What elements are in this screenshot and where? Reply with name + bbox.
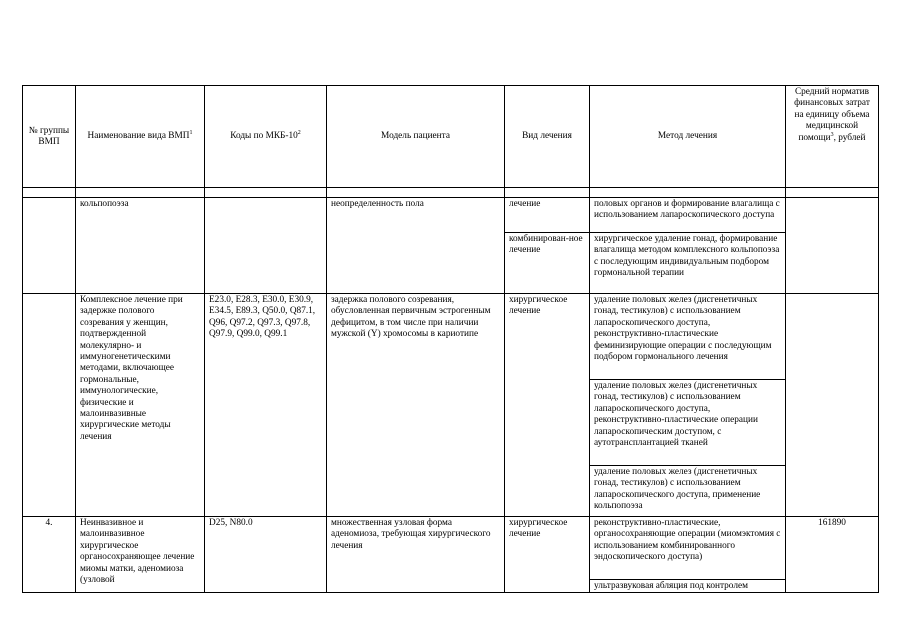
table-row	[23, 294, 879, 380]
header-row	[23, 86, 879, 188]
cell-treatment-type: комбинирован-ное лечение	[505, 233, 590, 294]
cell-treatment-method: ультразвуковая абляция под контролем	[590, 580, 786, 593]
table-row	[23, 198, 879, 233]
cell-patient-model: неопределенность пола	[327, 198, 505, 294]
cell-treatment-method: реконструктивно-пластические, органосохраняющие операции (миомэктомия с использованием комбинированного эндоскопического доступа)	[590, 517, 786, 580]
cell-treatment-method: хирургическое удаление гонад, формирование влагалища методом комплексного кольпопоэза с последующим индивидуальным подбором гормональной терапии	[590, 233, 786, 294]
cell-cost	[786, 198, 879, 294]
cell-cost: 161890	[786, 517, 879, 593]
header-icd-codes: Коды по МКБ-$10^2$	[205, 86, 327, 188]
cell-group-number	[23, 294, 76, 517]
cell-treatment-type: хирургическое лечение	[505, 517, 590, 593]
spacer-row	[23, 188, 879, 198]
cell-patient-model: задержка полового созревания, обусловленная первичным эстрогенным дефицитом, в том числе при наличии мужской (Y) хромосомы в кариотипе	[327, 294, 505, 517]
table-row	[23, 517, 879, 580]
header-treatment-method: Метод лечения	[590, 86, 786, 188]
cell-cost	[786, 294, 879, 517]
vmp-table	[22, 85, 879, 593]
cell-treatment-method: удаление половых желез (дисгенетичных гонад, тестикулов) с использованием лапароскопического доступа, реконструктивно-пластические феминизирующие операции с последующим подбором гормонального лечения	[590, 294, 786, 380]
cell-treatment-method: половых органов и формирование влагалища с использованием лапароскопического доступа	[590, 198, 786, 233]
header-group-number: № группы ВМП	[23, 86, 76, 188]
cell-icd-codes: D25, N80.0	[205, 517, 327, 593]
cell-treatment-type: хирургическое лечение	[505, 294, 590, 517]
cell-vmp-name: Комплексное лечение при задержке полового созревания у женщин, подтвержденной молекулярно- и иммуногенетическими методами, включающее гормональные, иммунологические, физические и малоинвазивные хирургические методы лечения	[76, 294, 205, 517]
cell-group-number: 4.	[23, 517, 76, 593]
cell-vmp-name: Неинвазивное и малоинвазивное хирургическое органосохраняющее лечение миомы матки, аденомиоза (узловой	[76, 517, 205, 593]
cell-icd-codes	[205, 198, 327, 294]
header-vmp-name: Наименование вида ВМП$^1$	[76, 86, 205, 188]
cell-vmp-name: кольпопоэза	[76, 198, 205, 294]
cell-treatment-method: удаление половых желез (дисгенетичных гонад, тестикулов) с использованием лапароскопического доступа, применение кольпопоэза	[590, 466, 786, 517]
cell-treatment-type: лечение	[505, 198, 590, 233]
cell-patient-model: множественная узловая форма аденомиоза, требующая хирургического лечения	[327, 517, 505, 593]
cell-treatment-method: удаление половых желез (дисгенетичных гонад, тестикулов) с использованием лапароскопического доступа, реконструктивно-пластические операции лапароскопическим доступом, с аутотрансплантацией тканей	[590, 380, 786, 466]
cell-icd-codes: E23.0, E28.3, E30.0, E30.9, E34.5, E89.3, Q50.0, Q87.1, Q96, Q97.2, Q97.3, Q97.8, Q97.9, Q99.0, Q99.1	[205, 294, 327, 517]
header-cost-norm: Средний норматив финансовых затрат на единицу объема медицинской помощи$^3$, рублей	[786, 86, 879, 188]
header-treatment-type: Вид лечения	[505, 86, 590, 188]
cell-group-number	[23, 198, 76, 294]
header-patient-model: Модель пациента	[327, 86, 505, 188]
